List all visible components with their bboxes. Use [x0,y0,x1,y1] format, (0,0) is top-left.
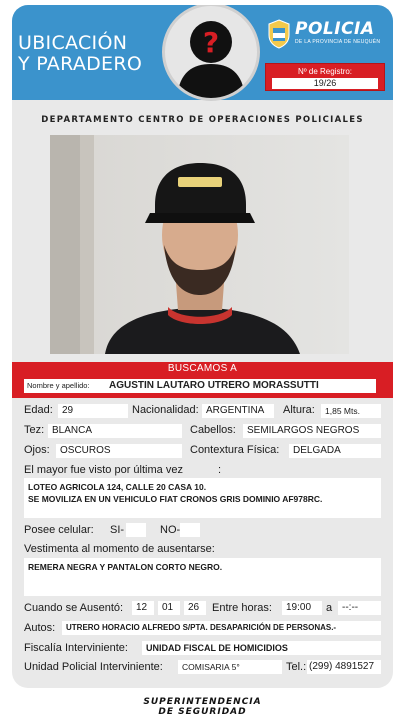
ausencia-dia: 12 [132,601,154,615]
nacionalidad-label: Nacionalidad: [132,404,199,416]
unidad-value: COMISARIA 5° [178,660,282,674]
vestimenta-label: Vestimenta al momento de ausentarse: [24,543,215,555]
tel-value: (299) 4891527 [307,660,381,674]
footer-line-2: DE SEGURIDAD [158,707,247,717]
buscamos-heading: BUSCAMOS A [167,363,238,374]
person-photo [50,135,349,354]
police-logo [267,19,387,59]
autos-label: Autos: [24,622,56,634]
ausencia-anio: 26 [184,601,206,615]
title-line-1: UBICACIÓN [18,32,128,54]
visto-line-2: SE MOVILIZA EN UN VEHICULO FIAT CRONOS GRIS DOMINIO AF978RC. [28,494,323,504]
unknown-person-icon [162,5,260,101]
contextura-value: DELGADA [289,444,381,458]
svg-text:?: ? [202,26,220,59]
registro-value: 19/26 [272,78,378,89]
altura-value: 1,85 Mts. [321,404,381,418]
hora-desde: 19:00 [282,601,322,615]
title-line-2: Y PARADERO [18,53,143,75]
buscamos-bar [12,362,393,375]
unidad-label: Unidad Policial Interviniente: [24,661,163,673]
tez-value: BLANCA [48,424,182,438]
header-banner [12,5,393,100]
name-row [12,375,393,398]
registro-box [265,63,385,91]
fiscalia-value: UNIDAD FISCAL DE HOMICIDIOS [142,641,381,655]
hora-hasta: --:-- [338,601,381,615]
fiscalia-label: Fiscalía Interviniente: [24,642,128,654]
ojos-value: OSCUROS [56,444,182,458]
celular-si-box [126,523,146,537]
visto-colon: : [218,464,222,476]
nacionalidad-value: ARGENTINA [202,404,274,418]
autos-value: UTRERO HORACIO ALFREDO S/PTA. DESAPARICIÓN DE PERSONAS.- [62,621,381,635]
hora-a-label: a [326,602,333,614]
ojos-label: Ojos: [24,444,50,456]
celular-no-label: NO- [160,524,181,536]
registro-label: Nº de Registro: [297,67,353,76]
police-shield-icon [267,19,291,49]
nombre-label: Nombre y apellido: [24,379,106,393]
celular-si-label: SI- [110,524,125,536]
tez-label: Tez: [24,424,45,436]
celular-no-box [180,523,200,537]
contextura-label: Contextura Física: [190,444,280,456]
cabellos-label: Cabellos: [190,424,236,436]
edad-value: 29 [58,404,128,418]
horas-label: Entre horas: [212,602,272,614]
edad-label: Edad: [24,404,53,416]
page-title [18,33,142,75]
missing-person-card [12,5,393,688]
brand-name: POLICIA [295,19,375,39]
brand-subtitle: DE LA PROVINCIA DE NEUQUÉN [295,39,381,45]
visto-label: El mayor fue visto por última vez [24,464,183,476]
department-heading: DEPARTAMENTO CENTRO DE OPERACIONES POLICIALES [41,115,364,125]
footer-brand [0,697,405,717]
nombre-value: AGUSTIN LAUTARO UTRERO MORASSUTTI [106,379,376,393]
altura-label: Altura: [283,404,315,416]
tel-label: Tel.: [286,661,307,673]
ausencia-label: Cuando se Ausentó: [24,602,124,614]
vestimenta-value: REMERA NEGRA Y PANTALON CORTO NEGRO. [24,558,381,596]
footer-line-1: SUPERINTENDENCIA [143,697,262,707]
cabellos-value: SEMILARGOS NEGROS [243,424,381,438]
celular-label: Posee celular: [24,524,94,536]
ausencia-mes: 01 [158,601,180,615]
visto-value [24,478,381,518]
visto-line-1: LOTEO AGRICOLA 124, CALLE 20 CASA 10. [28,482,207,492]
